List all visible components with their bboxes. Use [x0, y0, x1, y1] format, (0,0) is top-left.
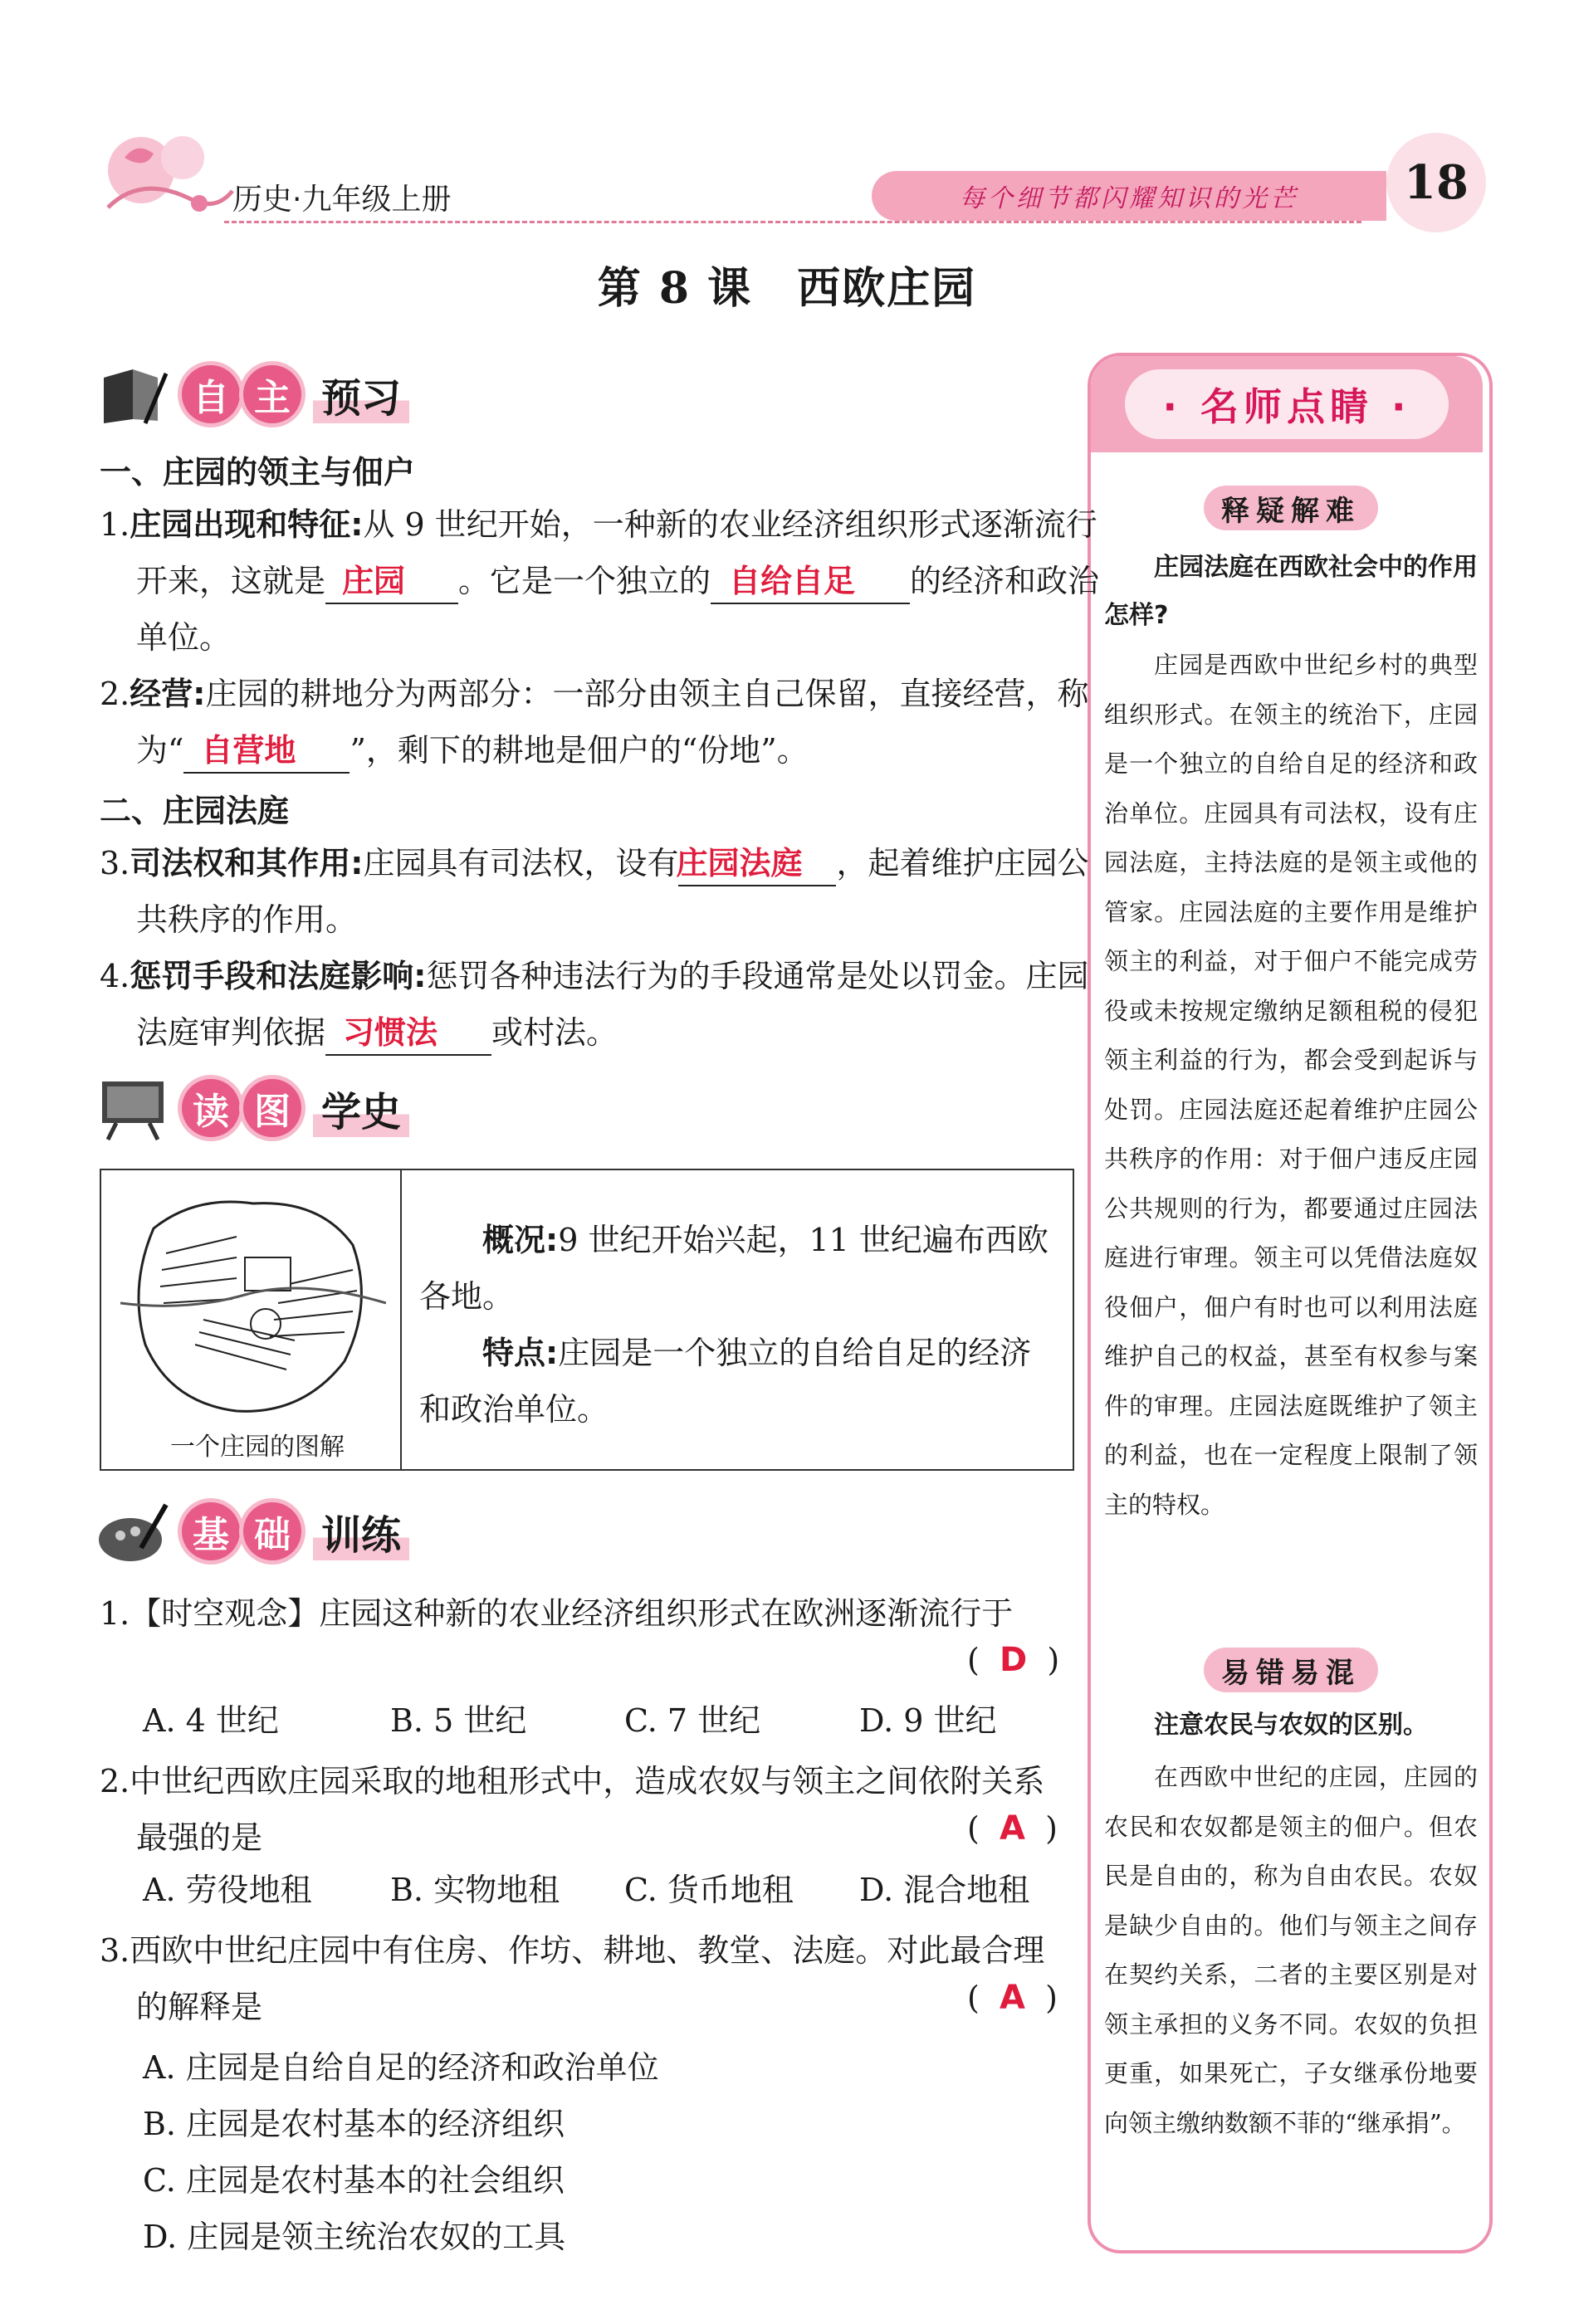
book-pen-icon: [95, 361, 170, 427]
map-overview: [419, 1212, 1058, 1325]
option: D. 庄园是领主统治农奴的工具: [143, 2219, 566, 2255]
feature-text: 庄园是一个独立的自给自足的经济和政治单位。: [419, 1335, 1032, 1428]
floral-ornament: [91, 124, 241, 232]
lesson-title: 第 8 课 西欧庄园: [597, 263, 977, 314]
option: D. 混合地租: [859, 1872, 1030, 1908]
section-chip: 础: [243, 1502, 301, 1560]
manor-map-image: [120, 1179, 386, 1428]
subsection-title: 一、庄园的领主与佃户: [100, 454, 416, 491]
header-divider: [224, 221, 1361, 223]
item-text: 庄园的耕地分为两部分：一部分由领主自己保留，直接经营，称为“: [136, 676, 1089, 769]
section-preview-heading: [95, 357, 409, 432]
section-map-heading: [95, 1071, 409, 1145]
feature-head: 特点:: [482, 1335, 559, 1371]
subsection-title: 二、庄园法庭: [100, 793, 290, 829]
map-caption: 一个庄园的图解: [170, 1433, 345, 1462]
map-description: [419, 1212, 1058, 1438]
answer-letter: A: [999, 1979, 1025, 2017]
sidebar-title: · 名师点睛 ·: [1125, 369, 1449, 439]
sidebar-answer-1: 庄园是西欧中世纪乡村的典型组织形式。在领主的统治下，庄园是一个独立的自给自足的经济和政治单位。庄园具有司法权，设有庄园法庭，主持法庭的是领主或他的管家。庄园法庭的主要作用是维护领主的利益，对于佃户不能完成劳役或未按规定缴纳足额租税的侵犯领主利益的行为，都会受到起诉与处罚。庄园法庭还起着维护庄园公共秩序的作用：对于佃户违反庄园公共规则的行为，都要通过庄园法庭进行审理。领主可以凭借法庭奴役佃户，佃户有时也可以利用法庭维护自己的权益，甚至有权参与案件的审理。庄园法庭既维护了领主的利益，也在一定程度上限制了领主的特权。: [1104, 651, 1478, 1519]
sidebar-answer-2: 在西欧中世纪的庄园，庄园的农民和农奴都是领主的佃户。但农民是自由的，称为自由农民。农奴是缺少自由的。他们与领主之间存在契约关系，二者的主要区别是对领主承担的义务不同。农奴的负担更重，如果死亡，子女继承份地要向领主缴纳数额不菲的“继承捐”。: [1104, 1763, 1478, 2137]
option: A. 劳役地租: [143, 1872, 312, 1908]
overview-text: 9 世纪开始兴起，11 世纪遍布西欧各地。: [419, 1222, 1049, 1315]
option: C. 庄园是农村基本的社会组织: [143, 2162, 565, 2199]
question-number: 3.: [100, 1932, 130, 1969]
preview-item-2: [100, 666, 1107, 779]
figure-divider: [400, 1169, 402, 1469]
preview-item-3: [100, 835, 1107, 948]
option: D. 9 世纪: [859, 1702, 997, 1739]
section-title: 学史: [313, 1080, 409, 1137]
item-head: 经营:: [130, 676, 206, 712]
option: A. 庄园是自给自足的经济和政治单位: [143, 2049, 659, 2086]
easel-icon: [95, 1075, 170, 1141]
answer-blank: 庄园: [325, 559, 458, 604]
answer-letter: A: [999, 1809, 1025, 1848]
section-title: 预习: [313, 366, 409, 423]
item-text: ”，剩下的耕地是佃户的“份地”。: [350, 732, 809, 769]
section-chip: 主: [243, 365, 301, 423]
overview-head: 概况:: [482, 1222, 559, 1258]
answer-blank: 自给自足: [711, 559, 910, 604]
item-text: 或村法。: [491, 1014, 618, 1051]
option: B. 实物地租: [390, 1872, 560, 1908]
section-training-heading: [95, 1494, 409, 1569]
sidebar-question-2: 注意农民与农奴的区别。: [1154, 1711, 1428, 1740]
section-chip: 基: [182, 1502, 240, 1560]
map-feature: [419, 1325, 1058, 1438]
sidebar-tag-confusion: 易错易混: [1204, 1648, 1378, 1692]
question-stem: 西欧中世纪庄园中有住房、作坊、耕地、教堂、法庭。对此最合理的解释是: [130, 1932, 1045, 2025]
answer-blank: 自营地: [183, 729, 350, 774]
page-number: 18: [1386, 133, 1486, 232]
sidebar-question-1: 庄园法庭在西欧社会中的作用怎样?: [1104, 553, 1478, 630]
preview-item-4: [100, 948, 1107, 1061]
section-title: 训练: [313, 1503, 409, 1560]
question-stem: 中世纪西欧庄园采取的地租形式中，造成农奴与领主之间依附关系最强的是: [130, 1763, 1045, 1856]
answer-blank: 习惯法: [325, 1011, 491, 1056]
answer-letter: D: [999, 1641, 1028, 1679]
answer-blank: 庄园法庭: [678, 842, 836, 886]
item-number: 2.: [100, 676, 130, 712]
answer-bracket: ( A ): [967, 1979, 1058, 2017]
item-head: 司法权和其作用:: [130, 845, 364, 881]
item-text: ，起着维护庄园公共秩序的作用。: [136, 845, 1089, 938]
item-number: 1.: [100, 506, 130, 543]
question-number: 2.: [100, 1763, 130, 1799]
palette-brush-icon: [95, 1498, 170, 1565]
question-2: [100, 1753, 1049, 1866]
item-text: 。它是一个独立的: [458, 563, 711, 599]
option: B. 5 世纪: [390, 1702, 527, 1739]
option: C. 货币地租: [624, 1872, 794, 1908]
item-text: 的经济和政治单位。: [136, 563, 1100, 656]
item-number: 3.: [100, 845, 130, 881]
question-number: 1.: [100, 1595, 130, 1632]
answer-bracket: ( A ): [967, 1809, 1058, 1848]
sidebar-tag-explain: 释疑解难: [1204, 486, 1378, 530]
preview-item-1: [100, 496, 1107, 666]
book-title: 历史·九年级上册: [232, 183, 452, 217]
option: B. 庄园是农村基本的经济组织: [143, 2106, 565, 2142]
option: C. 7 世纪: [624, 1702, 761, 1739]
item-text: 庄园具有司法权，设有: [363, 845, 679, 881]
section-chip: 图: [243, 1079, 301, 1137]
answer-bracket: ( D ): [967, 1641, 1060, 1679]
section-chip: 自: [182, 365, 240, 423]
section-chip: 读: [182, 1079, 240, 1137]
question-1: [100, 1585, 1107, 1642]
header-slogan: 每个细节都闪耀知识的光芒: [872, 171, 1386, 221]
item-number: 4.: [100, 958, 130, 994]
item-text: 从 9 世纪开始，一种新的农业经济组织形式逐渐流行开来，这就是: [136, 506, 1097, 599]
question-3: [100, 1922, 1049, 2035]
item-head: 庄园出现和特征:: [130, 506, 364, 543]
item-head: 惩罚手段和法庭影响:: [130, 958, 427, 994]
option: A. 4 世纪: [143, 1702, 279, 1739]
item-text: 惩罚各种违法行为的手段通常是处以罚金。庄园法庭审判依据: [136, 958, 1089, 1051]
question-stem: 【时空观念】庄园这种新的农业经济组织形式在欧洲逐渐流行于: [130, 1595, 1014, 1632]
